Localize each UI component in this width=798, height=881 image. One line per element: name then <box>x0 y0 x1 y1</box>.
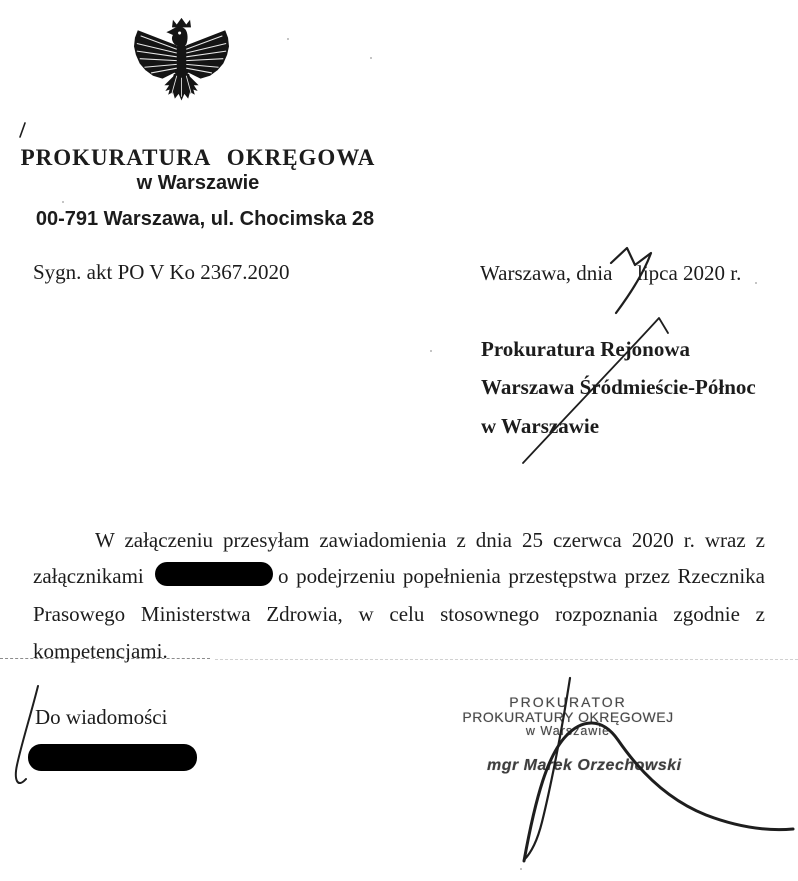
scan-speck <box>520 868 522 870</box>
stamp-office: PROKURATURY OKRĘGOWEJ <box>462 709 674 725</box>
scan-speck <box>430 350 432 352</box>
cc-label: Do wiadomości <box>35 705 168 729</box>
stray-pen-mark <box>20 123 25 137</box>
date-prefix: Warszawa, dnia <box>480 261 613 285</box>
office-name: PROKURATURA OKRĘGOWA <box>20 145 376 170</box>
stamp-signer-name: mgr Marek Orzechowski <box>487 757 682 774</box>
addressee-line-2: Warszawa Śródmieście-Północ <box>481 375 756 399</box>
fold-line-artifact-faint <box>215 659 798 660</box>
addressee-line-3: w Warszawie <box>481 414 600 438</box>
case-number: Sygn. akt PO V Ko 2367.2020 <box>33 260 290 284</box>
scan-speck <box>370 57 372 59</box>
body-line-3: Prasowego Ministerstwa Zdrowia, w celu stosownego rozpoznania zgodnie z <box>33 602 765 626</box>
redaction-bar-cc-recipient <box>28 744 197 771</box>
scan-speck <box>755 282 757 284</box>
polish-eagle-emblem-icon <box>133 15 230 110</box>
body-line-2-before-redaction: załącznikami <box>33 564 144 588</box>
signature-stroke-flourish <box>524 723 793 861</box>
body-line-1: W załączeniu przesyłam zawiadomienia z dnia 25 czerwca 2020 r. wraz z <box>95 528 765 552</box>
addressee-line-1: Prokuratura Rejonowa <box>481 337 691 361</box>
stamp-title: PROKURATOR <box>509 694 627 710</box>
fold-line-artifact <box>0 658 210 659</box>
body-line-2-after-redaction: o podejrzeniu popełnienia przestępstwa przez Rzecznika <box>278 564 765 588</box>
stamp-city: w Warszawie <box>525 724 611 738</box>
scan-speck <box>287 38 289 40</box>
office-address: 00-791 Warszawa, ul. Chocimska 28 <box>35 208 375 230</box>
redaction-bar-attachments <box>155 562 273 586</box>
scan-speck <box>62 201 64 203</box>
date-suffix: lipca 2020 r. <box>637 261 742 285</box>
body-line-4: kompetencjami. <box>33 639 168 663</box>
office-city: w Warszawie <box>136 172 260 194</box>
